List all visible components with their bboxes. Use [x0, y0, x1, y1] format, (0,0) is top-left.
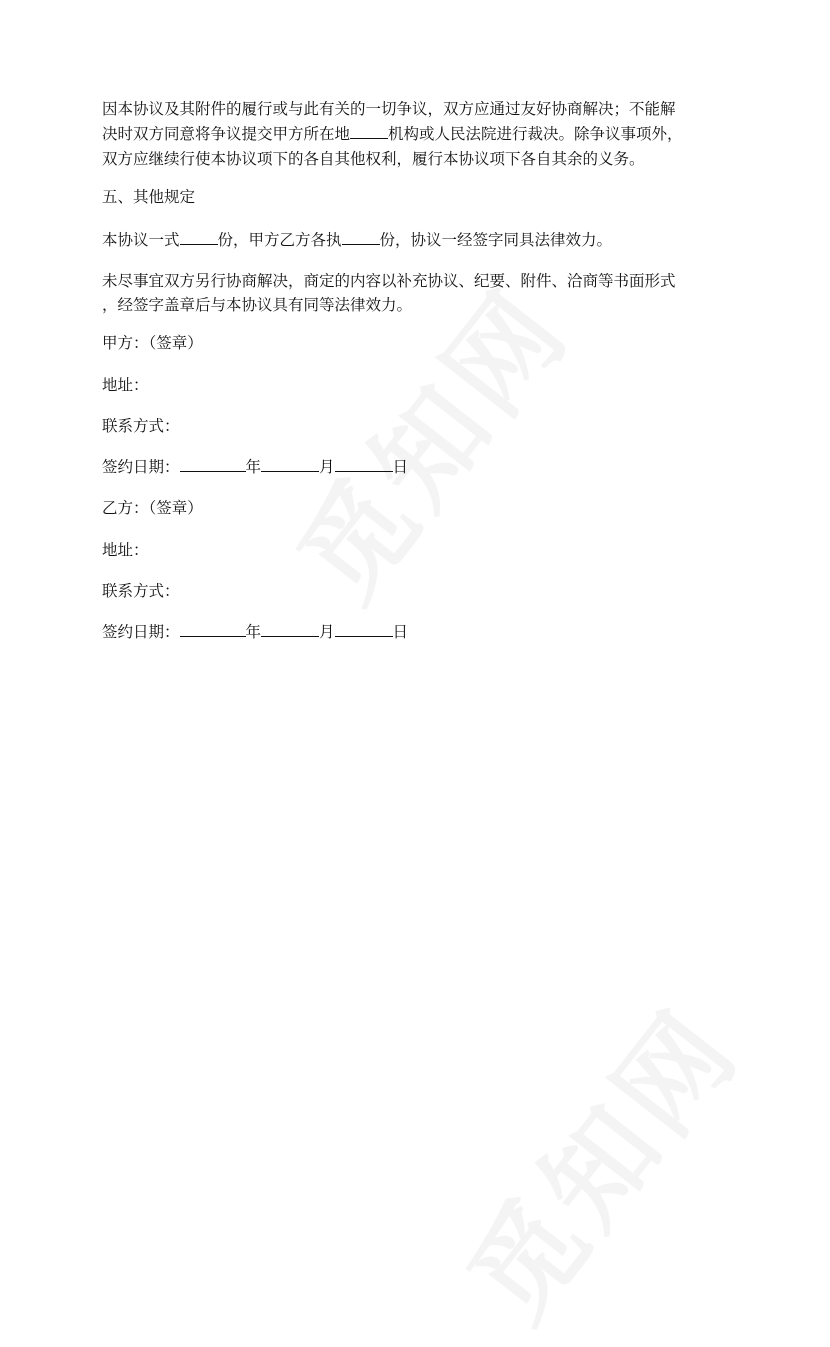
- year-label: 年: [245, 623, 262, 641]
- party-a-address: 地址：: [102, 376, 149, 394]
- date-label: 签约日期：: [102, 623, 180, 641]
- party-a-date: [102, 454, 408, 480]
- party-a-contact: 联系方式：: [102, 417, 180, 435]
- blank-line: [180, 457, 246, 472]
- year-label: 年: [245, 458, 262, 476]
- text-fragment: 份，协议一经签字同具法律效力。: [379, 231, 613, 249]
- day-label: 日: [392, 458, 409, 476]
- party-a-label: 甲方：（签章）: [102, 334, 203, 352]
- paragraph-line: 双方应继续行使本协议项下的各自其他权利，履行本协议项下各自其余的义务。: [102, 150, 645, 168]
- paragraph-line: [102, 227, 612, 253]
- section-heading: 五、其他规定: [102, 188, 196, 206]
- party-b-date: [102, 619, 408, 645]
- text-fragment: 份，甲方乙方各执: [217, 231, 342, 249]
- blank-line: [335, 622, 393, 637]
- party-b-label: 乙方：（签章）: [102, 499, 203, 517]
- month-label: 月: [319, 458, 335, 476]
- month-label: 月: [319, 623, 335, 641]
- paragraph-line: ，经签字盖章后与本协议具有同等法律效力。: [102, 296, 413, 314]
- party-b-contact: 联系方式：: [102, 582, 180, 600]
- watermark: [426, 971, 768, 1347]
- blank-line: [180, 622, 246, 637]
- day-label: 日: [392, 623, 409, 641]
- blank-line: [350, 124, 388, 139]
- blank-line: [261, 457, 319, 472]
- text-fragment: 机构或人民法院进行裁决。除争议事项外，: [388, 125, 683, 143]
- paragraph-line: 未尽事宜双方另行协商解决，商定的内容以补充协议、纪要、附件、洽商等书面形式: [102, 272, 676, 290]
- paragraph-line: 因本协议及其附件的履行或与此有关的一切争议，双方应通过友好协商解决；不能解: [102, 100, 676, 118]
- text-fragment: 本协议一式: [102, 231, 180, 249]
- text-fragment: 决时双方同意将争议提交甲方所在地: [102, 125, 351, 143]
- blank-line: [261, 622, 319, 637]
- paragraph-line: [102, 121, 683, 147]
- date-label: 签约日期：: [102, 458, 180, 476]
- party-b-address: 地址：: [102, 541, 149, 559]
- blank-line: [180, 230, 218, 245]
- blank-line: [335, 457, 393, 472]
- blank-line: [342, 230, 380, 245]
